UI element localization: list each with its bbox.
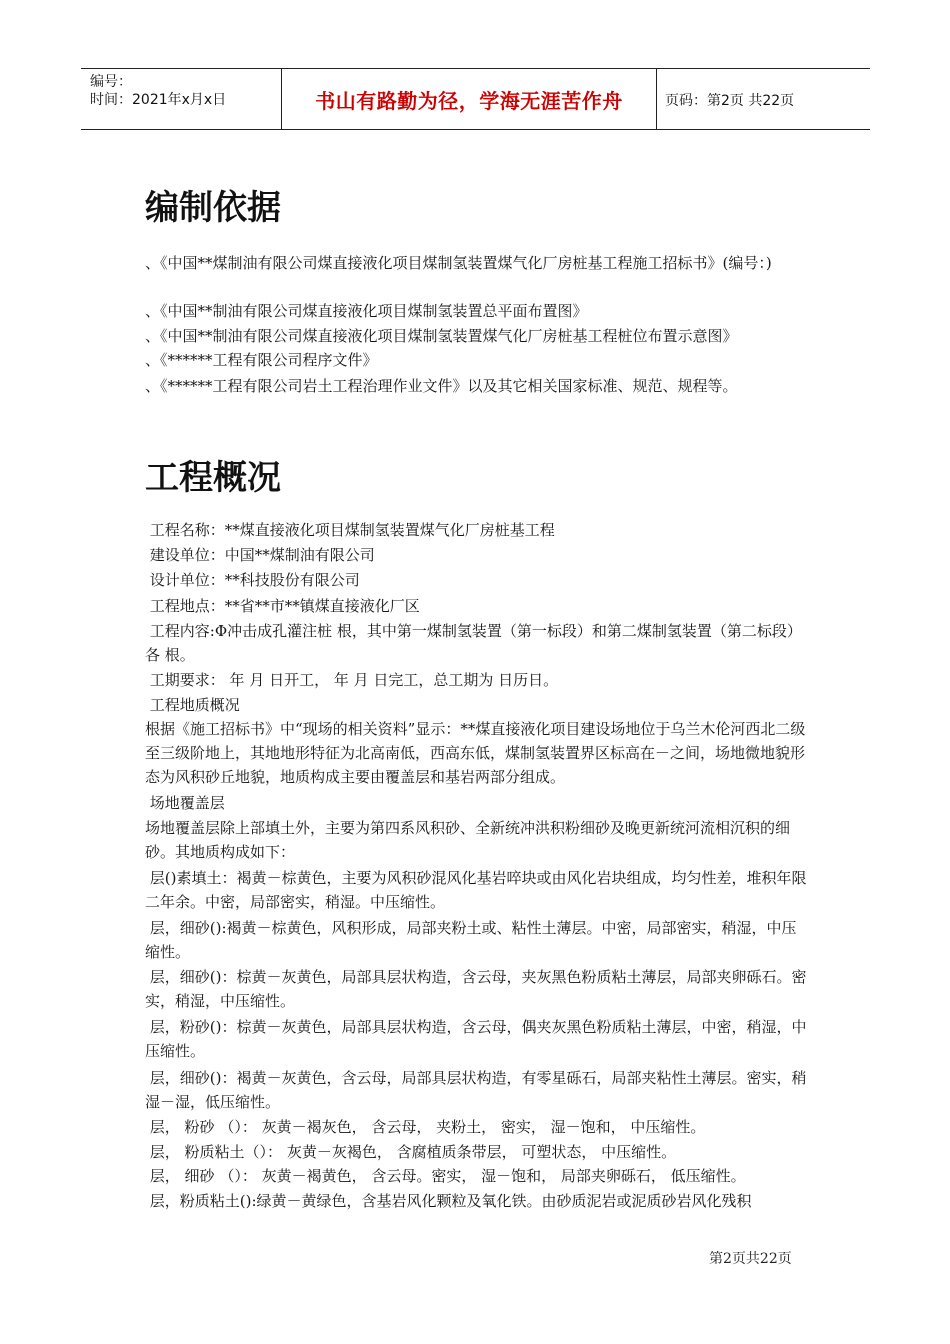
soil-layer-item: 层，细砂()：棕黄－灰黄色，局部具层状构造，含云母，夹灰黑色粉质粘土薄层，局部夹卵砾石。密实，稍湿，中压缩性。: [145, 968, 807, 1010]
soil-layer-item: 层，细砂():褐黄－棕黄色，风积形成，局部夹粉土或、粘性土薄层。中密，局部密实，稍湿，中压缩性。: [145, 919, 797, 961]
soil-layer-item: 层()素填土：褐黄－棕黄色，主要为风积砂混风化基岩啐块或由风化岩块组成，均匀性差，堆积年限二年余。中密，局部密实，稍湿。中压缩性。: [145, 869, 807, 911]
footer-page-number: 第2页共22页: [709, 1251, 792, 1267]
basis-item-1: 、《中国**煤制油有限公司煤直接液化项目煤制氢装置煤气化厂房桩基工程施工招标书》(编号：): [145, 254, 772, 272]
header-motto: 书山有路勤为径，学海无涯苦作舟: [315, 89, 623, 113]
header-info-cell: [81, 69, 281, 129]
overview-line: 场地覆盖层: [145, 794, 225, 812]
overview-line: 设计单位：**科技股份有限公司: [145, 571, 360, 589]
soil-layer-item: 层，粉质粘土():绿黄－黄绿色，含基岩风化颗粒及氧化铁。由砂质泥岩或泥质砂岩风化残积: [145, 1192, 752, 1210]
soil-layer-item: 层，粉砂()：棕黄－灰黄色，局部具层状构造，含云母，偶夹灰黑色粉质粘土薄层，中密，稍湿，中压缩性。: [145, 1018, 807, 1060]
section-title-basis: 编制依据: [145, 188, 281, 228]
overview-paragraph: 根据《施工招标书》中“现场的相关资料”显示：**煤直接液化项目建设场地位于乌兰木伦河西北二级至三级阶地上，其地地形特征为北高南低，西高东低，煤制氢装置界区标高在－之间，场地微地貌形态为风积砂丘地貌，地质构成主要由覆盖层和基岩两部分组成。: [145, 720, 806, 786]
soil-layer-item: 层， 粉砂 （）： 灰黄－褐灰色， 含云母， 夹粉土， 密实， 湿－饱和， 中压缩性。: [145, 1118, 706, 1136]
overview-line: 工程地质概况: [145, 696, 240, 714]
document-date-label: 时间：2021年x月x日: [90, 92, 227, 108]
page-header: [81, 68, 870, 130]
soil-layer-item: 层， 粉质粘土（）： 灰黄－灰褐色， 含腐植质条带层， 可塑状态， 中压缩性。: [145, 1143, 677, 1161]
basis-item-5: 、《******工程有限公司岩土工程治理作业文件》以及其它相关国家标准、规范、规程等。: [145, 377, 738, 395]
overview-paragraph: 场地覆盖层除上部填土外，主要为第四系风积砂、全新统冲洪积粉细砂及晚更新统河流相沉积的细砂。其地质构成如下：: [145, 819, 791, 861]
basis-item-2: 、《中国**制油有限公司煤直接液化项目煤制氢装置总平面布置图》: [145, 302, 588, 320]
header-page-number: 页码：第2页 共22页: [665, 93, 795, 109]
overview-line: 工期要求： 年 月 日开工， 年 月 日完工，总工期为 日历日。: [145, 671, 559, 689]
overview-line: 建设单位：中国**煤制油有限公司: [145, 546, 375, 564]
soil-layer-item: 层， 细砂 （）： 灰黄－褐黄色， 含云母。密实， 湿－饱和， 局部夹卵砾石， 低压缩性。: [145, 1167, 746, 1185]
basis-item-4: 、《******工程有限公司程序文件》: [145, 351, 378, 369]
basis-item-3: 、《中国**制油有限公司煤直接液化项目煤制氢装置煤气化厂房桩基工程桩位布置示意图》: [145, 327, 738, 345]
soil-layer-item: 层，细砂()：褐黄－灰黄色，含云母，局部具层状构造，有零星砾石，局部夹粘性土薄层。密实，稍湿－湿，低压缩性。: [145, 1069, 807, 1111]
overview-line: 工程内容:Φ冲击成孔灌注桩 根，其中第一煤制氢装置（第一标段）和第二煤制氢装置（第二标段）各 根。: [145, 622, 802, 664]
header-motto-cell: [281, 69, 657, 129]
section-title-overview: 工程概况: [145, 458, 281, 498]
document-number-label: 编号：: [90, 74, 132, 90]
header-page-cell: [656, 69, 870, 129]
overview-line: 工程名称：**煤直接液化项目煤制氢装置煤气化厂房桩基工程: [145, 521, 555, 539]
overview-line: 工程地点：**省**市**镇煤直接液化厂区: [145, 597, 420, 615]
